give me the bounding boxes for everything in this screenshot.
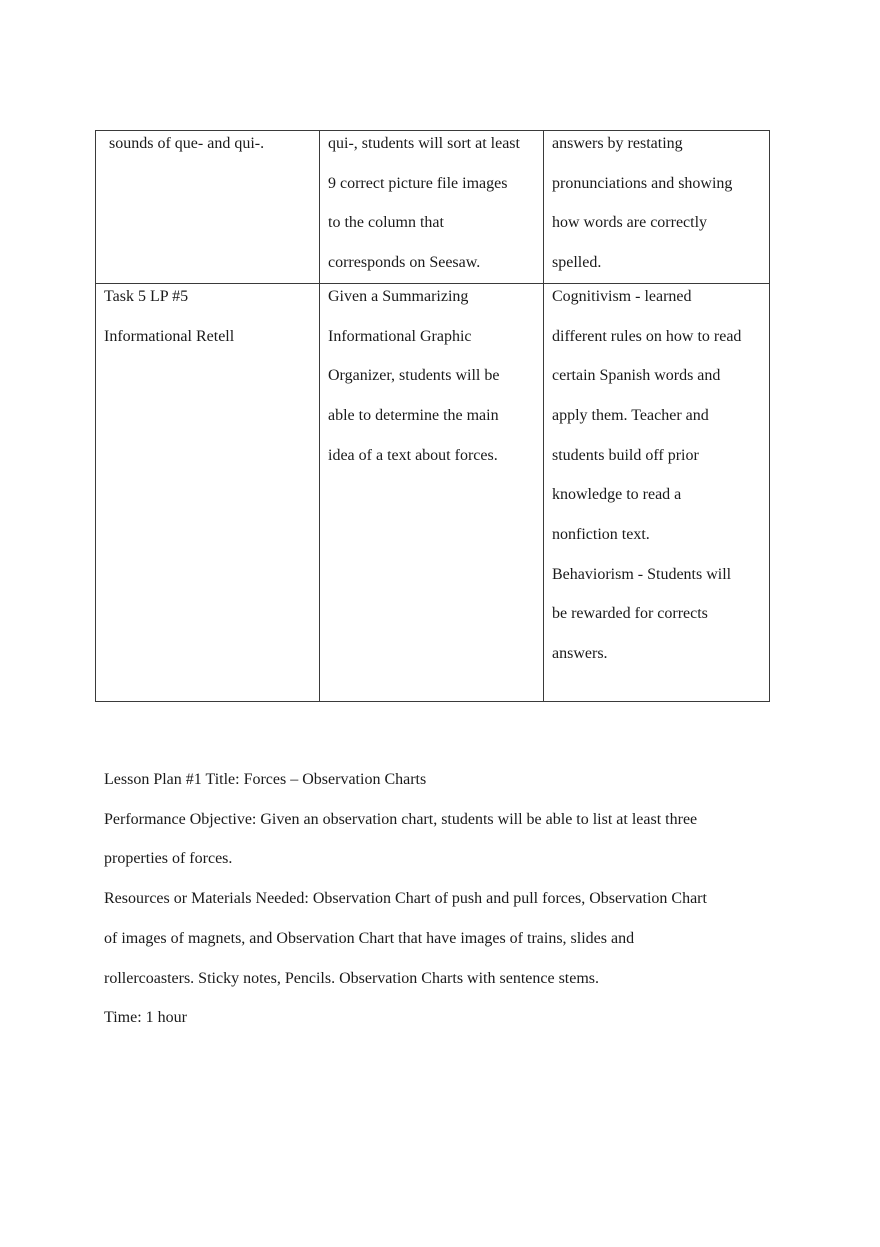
cell-text: pronunciations and showing <box>552 174 733 192</box>
cell-text: students build off prior <box>552 446 699 464</box>
resources-materials: Resources or Materials Needed: Observation Chart of push and pull forces, Observation Chart <box>104 890 707 908</box>
table-row <box>96 283 770 701</box>
lesson-plan-section <box>104 760 784 1038</box>
cell-text: Informational Graphic <box>328 327 472 345</box>
cell-text: to the column that <box>328 214 444 232</box>
cell-text: 9 correct picture file images <box>328 174 508 192</box>
cell-text: answers by restating <box>552 135 683 152</box>
cell-text: Given a Summarizing <box>328 287 469 305</box>
cell-text: apply them. Teacher and <box>552 406 709 424</box>
cell-text: Behaviorism - Students will <box>552 565 732 583</box>
cell-text: Informational Retell <box>104 327 235 345</box>
table-cell <box>96 131 320 284</box>
table-row <box>96 131 770 284</box>
cell-text: answers. <box>552 645 608 663</box>
cell-text: Task 5 LP #5 <box>104 287 189 305</box>
cell-text: spelled. <box>552 254 602 272</box>
cell-text: qui-, students will sort at least <box>328 135 520 152</box>
resources-materials-cont: rollercoasters. Sticky notes, Pencils. Observation Charts with sentence stems. <box>104 969 600 987</box>
cell-text: Organizer, students will be <box>328 367 500 385</box>
cell-text: be rewarded for corrects <box>552 605 708 623</box>
table-cell <box>320 131 544 284</box>
cell-text: Cognitivism - learned <box>552 287 692 305</box>
lesson-plan-title: Lesson Plan #1 Title: Forces – Observation Charts <box>104 771 427 788</box>
performance-objective-cont: properties of forces. <box>104 850 233 868</box>
table-cell <box>96 283 320 701</box>
cell-text: knowledge to read a <box>552 486 682 504</box>
table-cell <box>544 131 770 284</box>
performance-objective: Performance Objective: Given an observation chart, students will be able to list at least three <box>104 810 698 828</box>
cell-text: how words are correctly <box>552 214 708 232</box>
time-line: Time: 1 hour <box>104 1009 187 1027</box>
resources-materials-cont: of images of magnets, and Observation Chart that have images of trains, slides and <box>104 929 635 947</box>
cell-text: certain Spanish words and <box>552 367 721 385</box>
cell-text: nonfiction text. <box>552 526 650 544</box>
table-cell <box>320 283 544 701</box>
table-cell <box>544 283 770 701</box>
lesson-table <box>95 130 770 702</box>
cell-text: different rules on how to read <box>552 327 742 345</box>
cell-text: idea of a text about forces. <box>328 446 498 464</box>
cell-text: able to determine the main <box>328 406 499 424</box>
cell-text: corresponds on Seesaw. <box>328 254 481 272</box>
cell-text: sounds of que- and qui-. <box>109 135 265 152</box>
